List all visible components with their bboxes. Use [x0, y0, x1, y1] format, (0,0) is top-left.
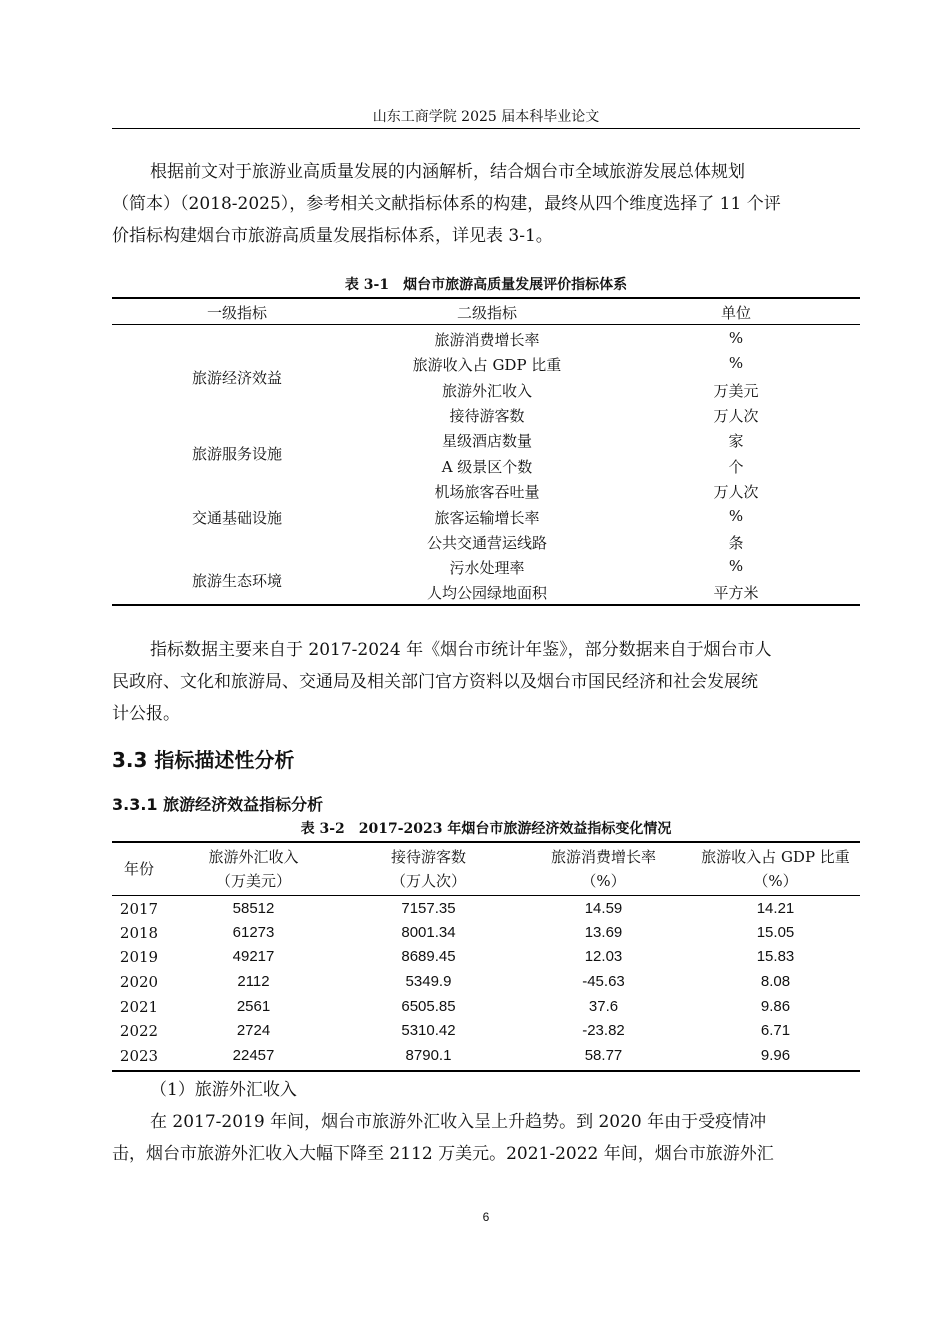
table2-header-rule: [112, 895, 860, 896]
table2-header-forex: 旅游外汇收入: [208, 848, 299, 866]
item1-title: （1）旅游外汇收入: [150, 1080, 297, 1100]
table1-row-indicator: 星级酒店数量: [441, 432, 532, 450]
table1-row-unit: 条: [728, 534, 744, 552]
page-number: 6: [482, 1210, 490, 1224]
table1-header-rule: [112, 324, 860, 325]
table1-row-indicator: 旅客运输增长率: [434, 509, 540, 527]
header-rule: [112, 128, 860, 129]
intro-line-3: 价指标构建烟台市旅游高质量发展指标体系，详见表 3-1。: [112, 226, 553, 246]
source-line-1: 指标数据主要来自于 2017-2024 年《烟台市统计年鉴》，部分数据来自于烟台市人: [150, 640, 772, 660]
table1-row-unit: 平方米: [713, 584, 759, 602]
table1-row-indicator: 旅游收入占 GDP 比重: [412, 356, 562, 374]
table1-row-indicator: A 级景区个数: [441, 458, 533, 476]
table2-cell-consumption: -23.82: [582, 1022, 625, 1039]
table1-row-indicator: 旅游外汇收入: [441, 382, 532, 400]
table2-bottom-rule: [112, 1070, 860, 1072]
table2-cell-gdp-share: 14.21: [756, 900, 795, 917]
table2-cell-year: 2019: [119, 948, 159, 966]
table1-row-unit: 万人次: [713, 483, 759, 501]
table1-bottom-rule: [112, 604, 860, 606]
table2-cell-forex: 2112: [237, 973, 270, 990]
table2-cell-consumption: 12.03: [584, 948, 623, 965]
table2-cell-forex: 22457: [232, 1047, 275, 1064]
table2-header-year: 年份: [123, 860, 154, 878]
table2-caption: 表 3-2 2017-2023 年烟台市旅游经济效益指标变化情况: [300, 821, 672, 837]
table2-cell-forex: 61273: [232, 924, 275, 941]
table1-row-unit: 万人次: [713, 407, 759, 425]
table2-cell-visitors: 6505.85: [401, 998, 456, 1015]
table1-group-economy: 旅游经济效益: [191, 369, 282, 387]
table1-row-unit: 家: [728, 432, 744, 450]
item1-heading: [150, 1074, 860, 1106]
table2-cell-year: 2023: [119, 1047, 159, 1065]
table2-header-consumption-unit: （%）: [581, 872, 626, 890]
subsection-heading: 3.3.1 旅游经济效益指标分析: [112, 795, 324, 814]
table2-cell-gdp-share: 15.05: [756, 924, 795, 941]
table1-header-unit: 单位: [720, 304, 751, 322]
table2-cell-year: 2020: [119, 973, 159, 991]
table2-cell-gdp-share: 9.96: [760, 1047, 791, 1064]
table2-header-visitors-unit: （万人次）: [390, 872, 466, 890]
table1-row-indicator: 机场旅客吞吐量: [434, 483, 540, 501]
table2-cell-year: 2022: [119, 1022, 159, 1040]
intro-paragraph: [112, 156, 860, 252]
source-line-3: 计公报。: [112, 704, 180, 724]
table1-group-ecology: 旅游生态环境: [191, 572, 282, 590]
analysis-line-2: 击，烟台市旅游外汇收入大幅下降至 2112 万美元。2021-2022 年间，烟台市旅游外汇: [112, 1144, 774, 1164]
table2-cell-consumption: 14.59: [584, 900, 623, 917]
analysis-line-1: 在 2017-2019 年间，烟台市旅游外汇收入呈上升趋势。到 2020 年由于受疫情冲: [150, 1112, 767, 1132]
intro-line-1: 根据前文对于旅游业高质量发展的内涵解析，结合烟台市全域旅游发展总体规划: [150, 162, 745, 182]
table2-cell-visitors: 8001.34: [401, 924, 456, 941]
table2-cell-consumption: -45.63: [582, 973, 625, 990]
table2-cell-year: 2021: [119, 998, 159, 1016]
table2-cell-consumption: 37.6: [588, 998, 619, 1015]
table2-header-consumption: 旅游消费增长率: [550, 848, 656, 866]
table1-group-service: 旅游服务设施: [191, 445, 282, 463]
table2-cell-consumption: 58.77: [584, 1047, 623, 1064]
table2-cell-gdp-share: 15.83: [756, 948, 795, 965]
table1-row-unit: %: [728, 329, 744, 347]
table2-cell-forex: 58512: [232, 900, 275, 917]
table1-row-unit: %: [728, 507, 744, 525]
table1-row-indicator: 污水处理率: [449, 559, 525, 577]
analysis-paragraph: [112, 1106, 860, 1170]
table2-cell-forex: 2724: [236, 1022, 271, 1039]
table2-cell-year: 2017: [119, 900, 159, 918]
table2-cell-visitors: 5310.42: [401, 1022, 456, 1039]
table2-cell-year: 2018: [119, 924, 159, 942]
table2-cell-gdp-share: 8.08: [760, 973, 791, 990]
table1-row-unit: %: [728, 354, 744, 372]
source-paragraph: [112, 634, 860, 730]
table2-cell-consumption: 13.69: [584, 924, 623, 941]
table2-top-rule: [112, 841, 860, 843]
table1-row-indicator: 旅游消费增长率: [434, 331, 540, 349]
table2-cell-visitors: 7157.35: [401, 900, 456, 917]
table2-cell-forex: 2561: [236, 998, 271, 1015]
table2-cell-visitors: 8689.45: [401, 948, 456, 965]
intro-line-2: （简本）（2018-2025），参考相关文献指标体系的构建，最终从四个维度选择了 11 个评: [112, 194, 781, 214]
table1-row-indicator: 人均公园绿地面积: [426, 584, 547, 602]
table1-row-indicator: 接待游客数: [449, 407, 525, 425]
table1-row-unit: %: [728, 557, 744, 575]
table2-header-visitors: 接待游客数: [390, 848, 466, 866]
table1-row-unit: 个: [728, 458, 744, 476]
table2-header-gdp-share-unit: （%）: [753, 872, 798, 890]
page-header: 山东工商学院 2025 届本科毕业论文: [372, 109, 600, 125]
table1-caption: 表 3-1 烟台市旅游高质量发展评价指标体系: [344, 277, 628, 293]
table2-header-forex-unit: （万美元）: [215, 872, 291, 890]
table2-cell-visitors: 5349.9: [405, 973, 452, 990]
table2-cell-forex: 49217: [232, 948, 275, 965]
table1-header-level1: 一级指标: [206, 304, 267, 322]
table2-cell-visitors: 8790.1: [405, 1047, 452, 1064]
table1-header-level2: 二级指标: [456, 304, 517, 322]
table2-header-gdp-share: 旅游收入占 GDP 比重: [701, 848, 850, 866]
section-heading: 3.3 指标描述性分析: [112, 748, 295, 772]
table2-cell-gdp-share: 9.86: [760, 998, 791, 1015]
table1-group-transport: 交通基础设施: [191, 509, 282, 527]
source-line-2: 民政府、文化和旅游局、交通局及相关部门官方资料以及烟台市国民经济和社会发展统: [112, 672, 758, 692]
table1-row-indicator: 公共交通营运线路: [426, 534, 547, 552]
table1-top-rule: [112, 297, 860, 299]
table1-row-unit: 万美元: [713, 382, 759, 400]
table2-cell-gdp-share: 6.71: [760, 1022, 791, 1039]
